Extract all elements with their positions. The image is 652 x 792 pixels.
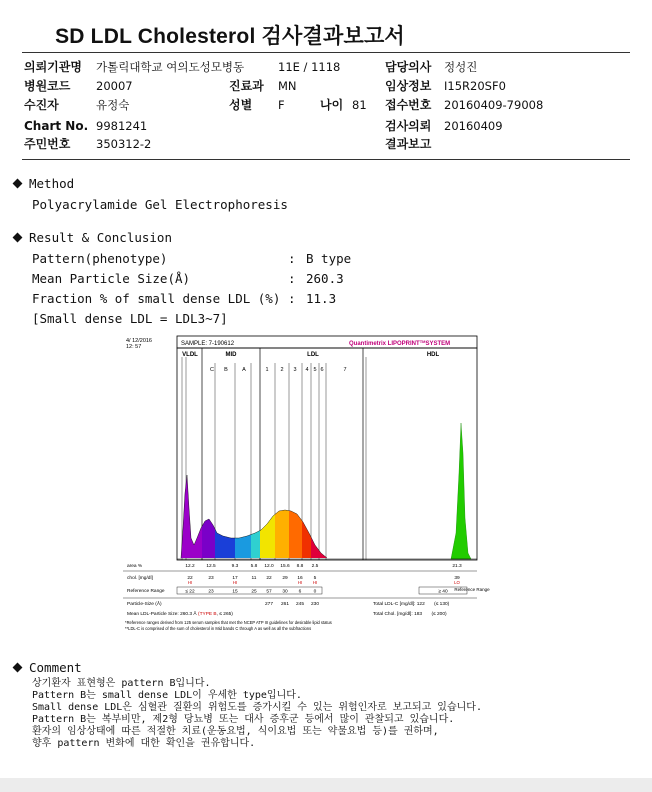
mean-ldl-line: Mean LDL-Particle Size: 260.3 Å (TYPE B, ≤ 265) — [127, 612, 233, 617]
comment-line: Pattern B는 small dense LDL이 우세한 type입니다. — [32, 690, 302, 701]
lipoprint-report — [123, 333, 490, 638]
ref-value: 15 — [232, 589, 238, 595]
ref-value: ≤ 22 — [185, 589, 195, 595]
ref-value: 23 — [208, 589, 214, 595]
chol-flag: HI — [187, 580, 193, 585]
group-label-mid: MID — [225, 352, 237, 358]
ref-value: ≥ 40 — [438, 589, 448, 595]
clinical-label: 임상정보 — [385, 79, 432, 93]
method-heading: Method — [14, 176, 74, 191]
area-value: 12.0 — [264, 564, 274, 569]
doctor-value: 정성진 — [444, 60, 478, 74]
area-label: area % — [127, 564, 143, 569]
result-row-label: Mean Particle Size(Å) — [32, 271, 191, 286]
ref-value: 57 — [266, 589, 272, 595]
footnote-ref-ranges: *Reference ranges derived from 125 serum samples that met the NCEP ATP III guidelines for desirable lipid status — [125, 620, 332, 625]
comment-heading: Comment — [14, 660, 82, 675]
header-bottom-rule — [22, 159, 630, 160]
chol-value: 5 — [313, 576, 317, 581]
total-ldl-line: Total LDL-C [mg/dl]: 122 (≤ 130) — [373, 602, 450, 607]
particle-value: 277 — [264, 602, 274, 607]
particle-value: 245 — [295, 602, 305, 607]
chol-flag: LO — [454, 580, 460, 585]
area-value: 5.8 — [250, 564, 258, 569]
diamond-bullet-icon — [13, 233, 23, 243]
ref-value: 6 — [298, 589, 302, 595]
band-label: A — [242, 367, 246, 373]
chol-value: 39 — [454, 576, 460, 581]
chol-value: 22 — [187, 576, 193, 581]
band-label: 7 — [343, 367, 347, 373]
band-label: 5 — [313, 367, 317, 373]
ref-value: 25 — [251, 589, 257, 595]
method-text: Polyacrylamide Gel Electrophoresis — [32, 197, 288, 212]
chol-value: 11 — [251, 576, 257, 581]
result-heading: Result & Conclusion — [14, 230, 172, 245]
dept-value: MN — [278, 79, 297, 93]
result-row-value: B type — [306, 251, 352, 266]
age-value: 81 — [352, 98, 367, 112]
band-label: 6 — [320, 367, 324, 373]
band-label: C — [210, 367, 214, 373]
group-label-ldl: LDL — [307, 352, 319, 358]
clinical-value: I15R20SF0 — [444, 79, 506, 93]
request-value: 20160409 — [444, 119, 503, 133]
particle-label: Particle-Size (Å) — [127, 602, 162, 607]
header-top-rule — [22, 52, 630, 53]
group-label-hdl: HDL — [426, 352, 440, 358]
doctor-label: 담당의사 — [385, 60, 432, 74]
result-row-value: 11.3 — [306, 291, 337, 306]
chart-no-label: Chart No. — [24, 119, 89, 133]
comment-line: Pattern B는 복부비만, 제2형 당뇨병 또는 대사 증후군 등에서 많이 관찰되고 있습니다. — [32, 714, 455, 725]
chol-value: 22 — [266, 576, 272, 581]
diamond-bullet-icon — [13, 663, 23, 673]
chol-value: 16 — [297, 576, 303, 581]
receipt-value: 20160409-79008 — [444, 98, 544, 112]
result-row-label: Fraction % of small dense LDL (%) — [32, 291, 281, 306]
hospital-code-value: 20007 — [96, 79, 133, 93]
patient-value: 유정숙 — [96, 98, 130, 112]
rrn-label: 주민번호 — [24, 137, 71, 151]
result-row-colon: : — [288, 251, 296, 266]
institution-label: 의뢰기관명 — [24, 60, 82, 74]
sample-id: SAMPLE: 7-190612 — [181, 341, 235, 347]
report-date-label: 결과보고 — [385, 137, 432, 151]
diamond-bullet-icon — [13, 179, 23, 189]
print-time: 12: 57 — [126, 344, 142, 350]
ref-value: 0 — [313, 589, 317, 595]
chol-flag: HI — [232, 580, 238, 585]
ref-label: Reference Range — [127, 589, 165, 594]
result-row-label: Pattern(phenotype) — [32, 251, 168, 266]
total-chol-line: Total Chol. [mg/dl]: 183 (≤ 200) — [373, 612, 447, 617]
band-label: 4 — [305, 367, 309, 373]
comment-line: 환자의 임상상태에 따른 적절한 치료(운동요법, 식이요법 또는 약물요법 등)를 권하며, — [32, 726, 439, 737]
chol-value: 29 — [282, 576, 288, 581]
institution-value: 가톨릭대학교 여의도성모병동 — [96, 60, 245, 74]
sex-label: 성별 — [229, 98, 253, 112]
result-note: [Small dense LDL = LDL3~7] — [32, 311, 228, 326]
area-value: 12.5 — [206, 564, 216, 569]
area-value: 15.6 — [280, 564, 290, 569]
dept-label: 진료과 — [229, 79, 264, 93]
band-label: 3 — [293, 367, 297, 373]
chol-flag: HI — [297, 580, 303, 585]
comment-line: Small dense LDL은 심혈관 질환의 위험도를 증가시킬 수 있는 위험인자로 보고되고 있습니다. — [32, 702, 482, 713]
chol-value: 17 — [232, 576, 238, 581]
chol-label: chol. [mg/dl] — [127, 576, 153, 581]
request-label: 검사의뢰 — [385, 119, 432, 133]
band-label: 1 — [265, 367, 269, 373]
chol-flag: HI — [312, 580, 318, 585]
result-row-colon: : — [288, 291, 296, 306]
ref-right-label: Reference Range — [454, 587, 490, 592]
receipt-label: 접수번호 — [385, 98, 432, 112]
footnote-ldl-c: **LDL-C is comprised of the sum of cholesterol in Mid bands C through A as well as all the subfractions — [125, 626, 312, 631]
comment-line: 상기환자 표현형은 pattern B입니다. — [32, 678, 211, 689]
hospital-code-label: 병원코드 — [24, 79, 71, 93]
chol-value: 23 — [208, 576, 214, 581]
area-value: 21.3 — [452, 564, 462, 569]
comment-line: 향후 pattern 변화에 대한 확인을 권유합니다. — [32, 738, 256, 749]
area-value: 9.3 — [231, 564, 239, 569]
band-label: 2 — [280, 367, 284, 373]
rrn-value: 350312-2 — [96, 137, 152, 151]
brand-name: Quantimetrix LIPOPRINT™SYSTEM — [349, 339, 451, 347]
result-row-value: 260.3 — [306, 271, 344, 286]
patient-label: 수진자 — [24, 98, 59, 112]
chart-no-value: 9981241 — [96, 119, 148, 133]
ward-value: 11E / 1118 — [278, 60, 341, 74]
area-value: 12.2 — [185, 564, 195, 569]
sex-value: F — [278, 98, 285, 112]
band-label: B — [224, 367, 228, 373]
group-label-vldl: VLDL — [182, 352, 198, 358]
area-value: 8.8 — [296, 564, 304, 569]
ref-value: 30 — [282, 589, 288, 595]
report-title: SD LDL Cholesterol 검사결과보고서 — [55, 25, 405, 48]
area-value: 2.5 — [311, 564, 319, 569]
print-date: 4/ 12/2016 — [126, 338, 152, 344]
result-row-colon: : — [288, 271, 296, 286]
age-label: 나이 — [320, 98, 344, 112]
particle-value: 261 — [280, 602, 290, 607]
particle-value: 230 — [310, 602, 320, 607]
page-bottom-bar — [0, 778, 652, 792]
